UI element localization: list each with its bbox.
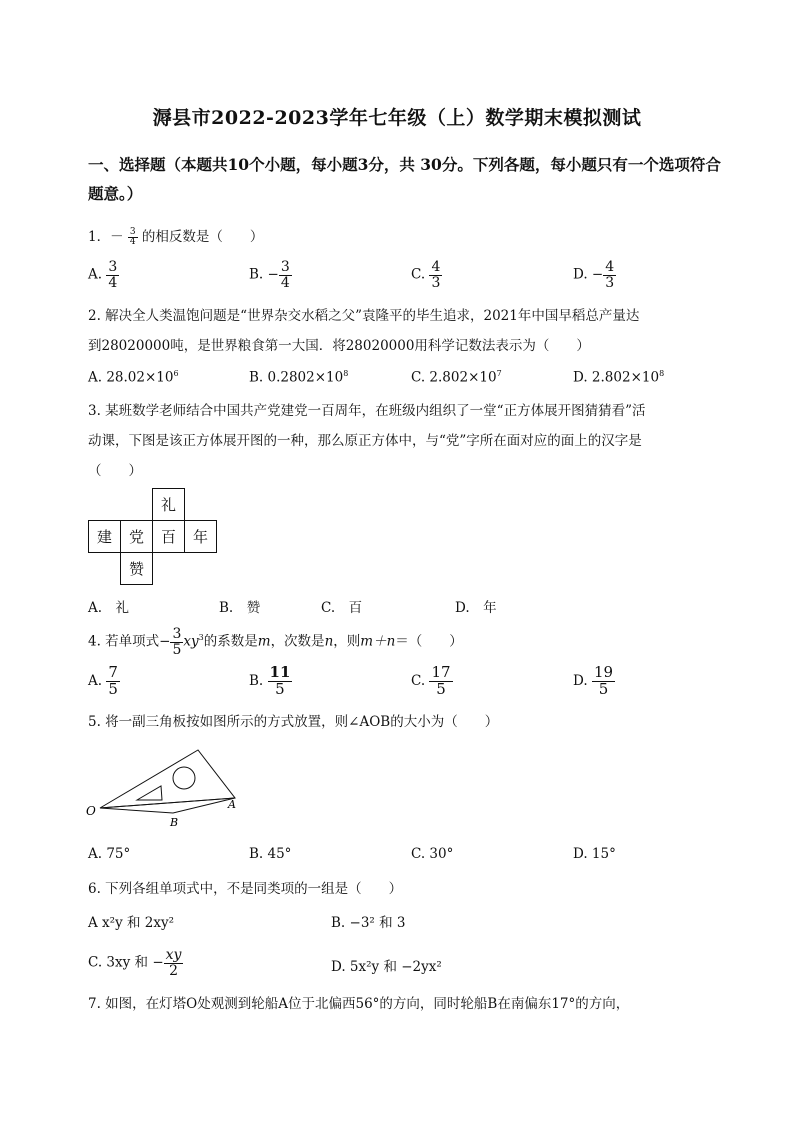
page-title: 溽县市2022-2023学年七年级（上）数学期末模拟测试: [152, 107, 642, 129]
question-4: 4. 若单项式− $\frac{3}{5}$ $xy^3$的系数是m，次数是n，则m＋n＝（ ）: [88, 626, 463, 658]
question-2-line-1: 2. 解决全人类温饱问题是“世界杂交水稻之父”袁隆平的毕生追求，2021年中国早稻总产量达: [88, 308, 640, 324]
question-3-line-3: （ ）: [88, 463, 142, 479]
q3-option-a[interactable]: A. 礼: [88, 600, 130, 616]
question-3-line-1: 3. 某班数学老师结合中国共产党建党一百周年，在班级内组织了一堂“正方体展开图猜猜看”活: [88, 403, 646, 419]
net-cell-bai: 百: [152, 520, 185, 553]
q2-option-c[interactable]: C. $2.802\times 10^7$: [411, 369, 502, 386]
net-cell-jian: 建: [88, 520, 121, 553]
q1-option-c[interactable]: C. $\frac{4}{3}$: [411, 259, 441, 291]
q1-option-a[interactable]: A. $\frac{3}{4}$: [88, 259, 118, 291]
section-heading: 一、选择题（本题共10个小题，每小题3分，共 30分。下列各题，每小题只有一个选项符合题意。）: [88, 155, 721, 203]
q3-option-b[interactable]: B. 赞: [219, 600, 261, 616]
question-7: 7. 如图，在灯塔O处观测到轮船A位于北偏西56°的方向，同时轮船B在南偏东17°的方向，: [88, 996, 630, 1012]
net-cell-nian: 年: [184, 520, 217, 553]
q6-option-b[interactable]: B. −3² 和 3: [331, 915, 406, 931]
q5-option-d[interactable]: D. 15°: [573, 846, 616, 862]
q6-option-c[interactable]: C. 3xy 和 − $\frac{xy}{2}$: [88, 947, 182, 979]
net-cell-zan: 赞: [120, 552, 153, 585]
q4-option-a[interactable]: A. $\frac{7}{5}$: [88, 663, 118, 698]
q1-option-d[interactable]: D. − $\frac{4}{3}$: [573, 259, 615, 291]
question-6: 6. 下列各组单项式中，不是同类项的一组是（ ）: [88, 881, 403, 897]
q2-option-d[interactable]: D. $2.802\times 10^8$: [573, 369, 665, 386]
q6-option-a[interactable]: A x²y 和 2xy²: [88, 915, 175, 931]
question-2-line-2: 到28020000吨，是世界粮食第一大国．将28020000用科学记数法表示为（ ）: [88, 338, 590, 354]
q1-option-b[interactable]: B. − $\frac{3}{4}$: [249, 259, 290, 291]
triangle-figure: [80, 738, 255, 830]
q5-option-c[interactable]: C. 30°: [411, 846, 454, 862]
second-set-square: [100, 798, 235, 813]
question-3-line-2: 动课，下图是该正方体展开图的一种，那么原正方体中，与“党”字所在面对应的面上的汉字是: [88, 433, 642, 449]
label-o: O: [86, 804, 96, 818]
q5-option-a[interactable]: A. 75°: [88, 846, 131, 862]
q4-option-b[interactable]: B. $\frac{11}{5}$: [249, 663, 291, 698]
question-5: 5. 将一副三角板按如图所示的方式放置，则∠AOB的大小为（ ）: [88, 714, 499, 730]
label-a: A: [228, 798, 236, 811]
inner-triangle: [137, 786, 162, 800]
net-cell-li: 礼: [152, 488, 185, 521]
q4-option-c[interactable]: C. $\frac{17}{5}$: [411, 663, 451, 698]
fraction: $\frac{3}{4}$: [129, 226, 136, 247]
q2-option-b[interactable]: B. $0.2802\times 10^8$: [249, 369, 349, 386]
circle-hole: [173, 767, 195, 789]
q5-option-b[interactable]: B. 45°: [249, 846, 292, 862]
q4-option-d[interactable]: D. $\frac{19}{5}$: [573, 663, 614, 698]
q3-option-d[interactable]: D. 年: [455, 600, 497, 616]
net-cell-dang: 党: [120, 520, 153, 553]
q2-option-a[interactable]: A. $28.02\times 10^6$: [88, 369, 179, 386]
q6-option-d[interactable]: D. 5x²y 和 −2yx²: [331, 959, 442, 975]
label-b: B: [170, 816, 179, 829]
question-1: 1．－ $\frac{3}{4}$ 的相反数是（ ）: [88, 226, 264, 247]
q3-option-c[interactable]: C. 百: [321, 600, 363, 616]
